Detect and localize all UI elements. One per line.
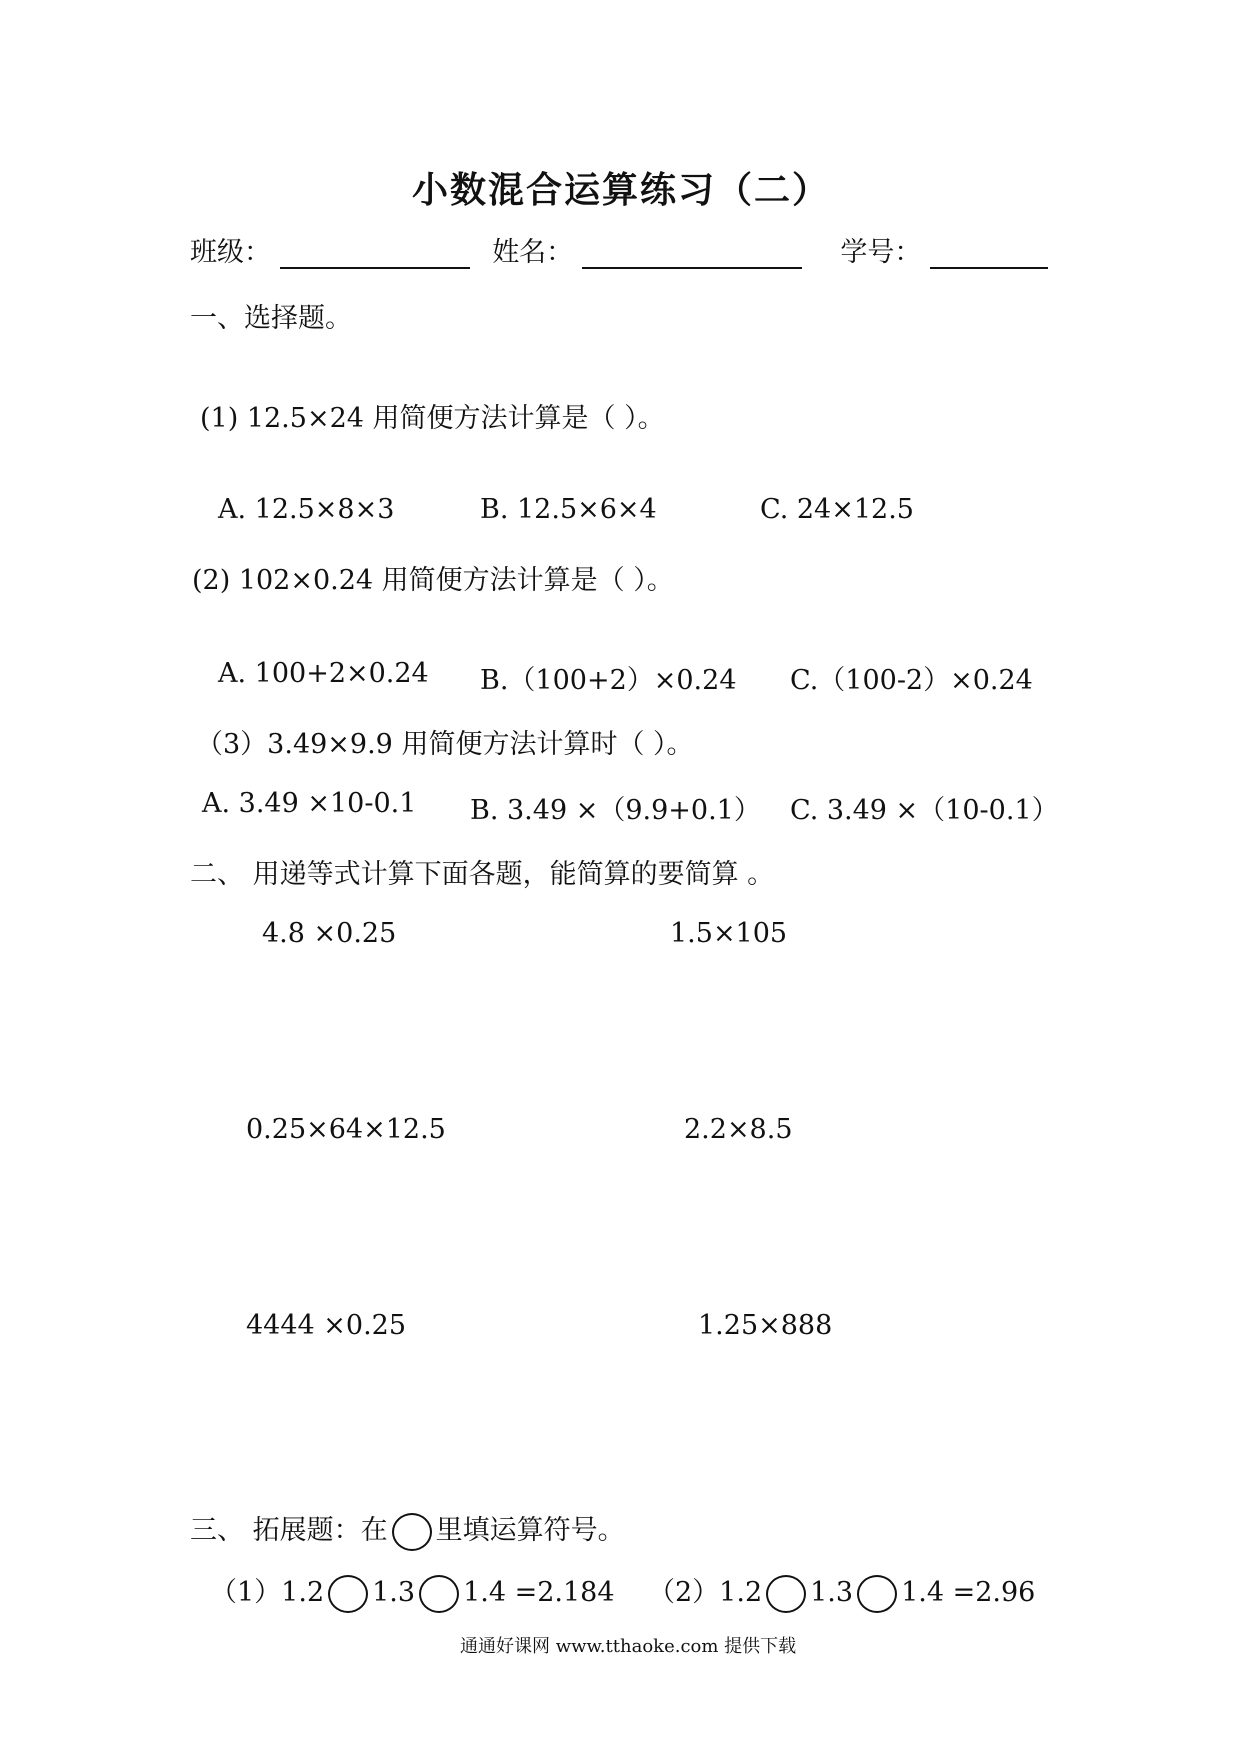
calc-problem: 4.8 ×0.25 <box>262 918 397 949</box>
section2-heading: 二、 用递等式计算下面各题，能简算的要简算 。 <box>190 859 775 890</box>
calc-problem: 1.5×105 <box>670 918 788 949</box>
fill-op-result: 1.4 =2.96 <box>901 1577 1036 1608</box>
number-label: 学号： <box>840 237 922 268</box>
q3-option-b: B. 3.49 ×（9.9+0.1） <box>470 795 761 826</box>
operator-circle[interactable] <box>766 1575 806 1613</box>
q2-option-c: C.（100-2）×0.24 <box>790 665 1033 696</box>
fill-op-problem-2 <box>648 1570 1035 1613</box>
section3-heading-suffix: 里填运算符号。 <box>435 1515 625 1546</box>
page-title: 小数混合运算练习（二） <box>412 169 831 211</box>
calc-problem: 4444 ×0.25 <box>246 1310 407 1341</box>
fill-op-problem-1 <box>210 1570 615 1613</box>
fill-op-number: 1.3 <box>372 1577 416 1608</box>
q3-option-c: C. 3.49 ×（10-0.1） <box>790 795 1059 826</box>
q2-option-b: B.（100+2）×0.24 <box>480 665 737 696</box>
section1-heading: 一、选择题。 <box>190 303 352 334</box>
q1-option-b: B. 12.5×6×4 <box>480 494 657 525</box>
q2-text: (2) 102×0.24 用简便方法计算是（ ）。 <box>192 565 674 596</box>
calc-problem: 0.25×64×12.5 <box>246 1114 446 1145</box>
operator-circle[interactable] <box>328 1575 368 1613</box>
name-label: 姓名： <box>492 237 574 268</box>
class-label: 班级： <box>190 237 271 268</box>
q1-text: (1) 12.5×24 用简便方法计算是（ ）。 <box>200 403 665 434</box>
operator-circle[interactable] <box>857 1575 897 1613</box>
q3-option-a: A. 3.49 ×10-0.1 <box>202 788 417 819</box>
q3-text: （3）3.49×9.9 用简便方法计算时（ ）。 <box>196 729 694 760</box>
class-blank[interactable] <box>280 237 470 269</box>
footer-credit: 通通好课网 www.tthaoke.com 提供下载 <box>460 1636 797 1657</box>
student-info-row <box>190 230 1048 269</box>
number-blank[interactable] <box>930 237 1048 269</box>
q2-option-a: A. 100+2×0.24 <box>218 658 429 689</box>
calc-problem: 1.25×888 <box>698 1310 833 1341</box>
circle-blank-icon <box>392 1513 432 1551</box>
fill-op-label: （1）1.2 <box>210 1577 325 1608</box>
fill-op-label: （2）1.2 <box>648 1577 763 1608</box>
fill-op-result: 1.4 =2.184 <box>463 1577 615 1608</box>
section3-heading <box>190 1508 625 1551</box>
calc-problem: 2.2×8.5 <box>684 1114 793 1145</box>
q1-option-a: A. 12.5×8×3 <box>218 494 395 525</box>
fill-op-number: 1.3 <box>810 1577 854 1608</box>
q1-option-c: C. 24×12.5 <box>760 494 914 525</box>
name-blank[interactable] <box>582 237 802 269</box>
operator-circle[interactable] <box>419 1575 459 1613</box>
section3-heading-prefix: 三、 拓展题：在 <box>190 1515 388 1546</box>
